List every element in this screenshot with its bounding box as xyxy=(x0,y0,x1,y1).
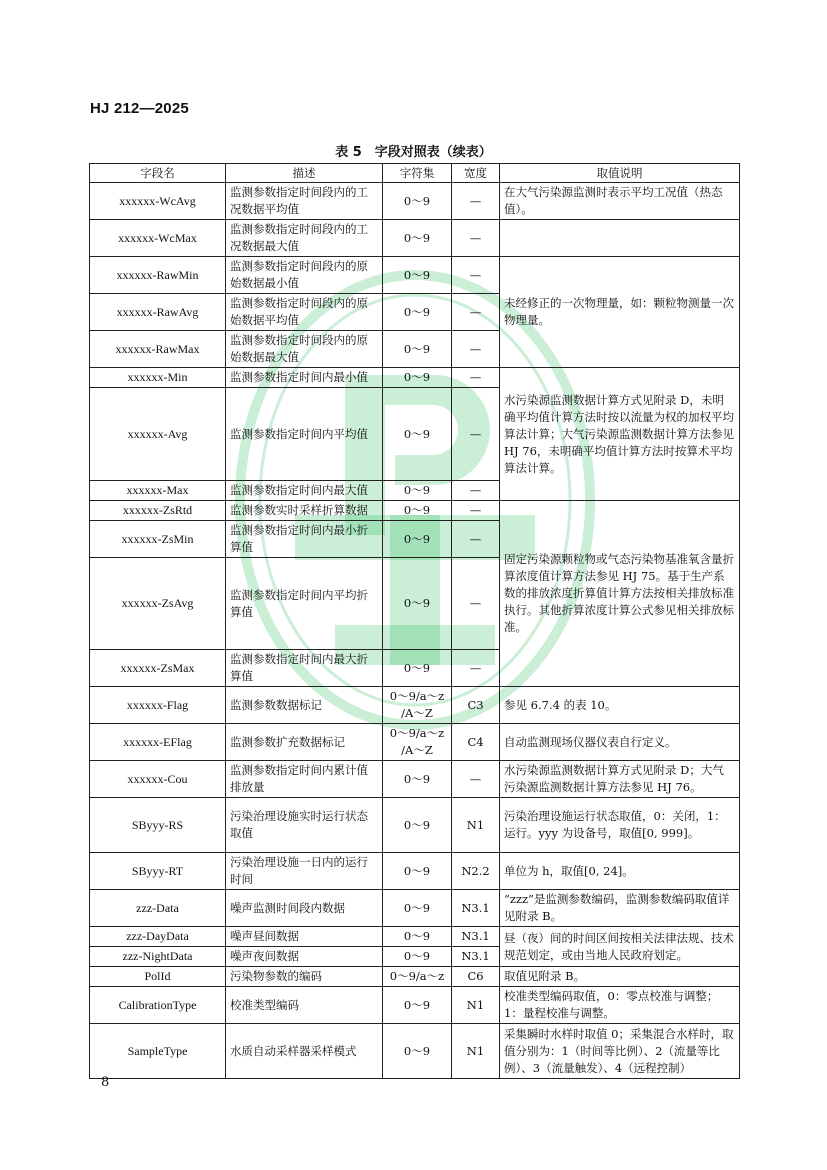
field-width: — xyxy=(452,183,500,220)
field-description: 监测参数指定时间内最小值 xyxy=(226,368,383,388)
field-charset: 0～9 xyxy=(383,294,452,331)
field-value-note xyxy=(500,220,740,257)
field-value-note: 水污染源监测数据计算方式见附录 D，未明确平均值计算方法时按以流量为权的加权平均算法计算；大气污染源监测数据计算方法参见 HJ 76，未明确平均值计算方法时按算术平均算法计算。 xyxy=(500,368,740,501)
field-width: — xyxy=(452,294,500,331)
column-header-description: 描述 xyxy=(226,164,383,183)
field-width: — xyxy=(452,331,500,368)
field-description: 监测参数指定时间段内的工况数据最大值 xyxy=(226,220,383,257)
field-name: SByyy-RS xyxy=(90,798,226,853)
field-name: xxxxxx-ZsAvg xyxy=(90,558,226,650)
field-name: xxxxxx-Min xyxy=(90,368,226,388)
field-description: 监测参数扩充数据标记 xyxy=(226,724,383,761)
field-description: 噪声监测时间段内数据 xyxy=(226,890,383,927)
field-name: xxxxxx-WcMax xyxy=(90,220,226,257)
field-width: N2.2 xyxy=(452,853,500,890)
field-name: zzz-DayData xyxy=(90,927,226,947)
field-description: 污染治理设施一日内的运行时间 xyxy=(226,853,383,890)
field-width: — xyxy=(452,388,500,481)
field-width: — xyxy=(452,521,500,558)
standard-code: HJ 212—2025 xyxy=(90,100,189,117)
table-row xyxy=(90,967,740,987)
field-description: 监测参数实时采样折算数据 xyxy=(226,501,383,521)
field-description: 监测参数指定时间段内的原始数据平均值 xyxy=(226,294,383,331)
field-width: — xyxy=(452,761,500,798)
table-row xyxy=(90,890,740,927)
field-name: xxxxxx-RawMin xyxy=(90,257,226,294)
field-description: 监测参数指定时间内最小折算值 xyxy=(226,521,383,558)
field-width: N1 xyxy=(452,1024,500,1079)
field-description: 噪声昼间数据 xyxy=(226,927,383,947)
field-charset: 0～9 xyxy=(383,761,452,798)
field-name: SampleType xyxy=(90,1024,226,1079)
field-name: xxxxxx-Flag xyxy=(90,687,226,724)
field-value-note: 单位为 h，取值[0, 24]。 xyxy=(500,853,740,890)
field-comparison-table xyxy=(89,163,740,1079)
field-charset: 0～9 xyxy=(383,853,452,890)
field-charset: 0～9 xyxy=(383,987,452,1024)
field-description: 水质自动采样器采样模式 xyxy=(226,1024,383,1079)
field-name: xxxxxx-RawAvg xyxy=(90,294,226,331)
table-row xyxy=(90,257,740,294)
field-charset: 0～9 xyxy=(383,368,452,388)
table-row xyxy=(90,501,740,521)
field-description: 监测参数指定时间段内的原始数据最小值 xyxy=(226,257,383,294)
field-width: — xyxy=(452,220,500,257)
field-name: zzz-Data xyxy=(90,890,226,927)
field-charset: 0～9 xyxy=(383,650,452,687)
field-width: — xyxy=(452,558,500,650)
field-charset: 0～9/a～z xyxy=(383,967,452,987)
field-width: — xyxy=(452,481,500,501)
column-header-width: 宽度 xyxy=(452,164,500,183)
field-name: xxxxxx-ZsMax xyxy=(90,650,226,687)
field-width: C6 xyxy=(452,967,500,987)
field-name: CalibrationType xyxy=(90,987,226,1024)
field-width: N3.1 xyxy=(452,947,500,967)
field-charset: 0～9 xyxy=(383,183,452,220)
field-value-note: 水污染源监测数据计算方式见附录 D；大气污染源监测数据计算方法参见 HJ 76。 xyxy=(500,761,740,798)
field-description: 监测参数数据标记 xyxy=(226,687,383,724)
field-name: xxxxxx-EFlag xyxy=(90,724,226,761)
field-charset: 0～9 xyxy=(383,220,452,257)
field-value-note: 采集瞬时水样时取值 0；采集混合水样时，取值分别为：1（时间等比例）、2（流量等比例）、3（流量触发）、4（远程控制） xyxy=(500,1024,740,1079)
field-name: xxxxxx-ZsMin xyxy=(90,521,226,558)
field-value-note: 固定污染源颗粒物或气态污染物基准氧含量折算浓度值计算方法参见 HJ 75。基于生产系数的排放浓度折算值计算方法按相关排放标准执行。其他折算浓度计算公式参见相关排放标准。 xyxy=(500,501,740,687)
field-description: 监测参数指定时间内平均值 xyxy=(226,388,383,481)
table-row xyxy=(90,927,740,947)
field-value-note: 在大气污染源监测时表示平均工况值（热态值）。 xyxy=(500,183,740,220)
field-charset: 0～9 xyxy=(383,388,452,481)
field-charset: 0～9 xyxy=(383,521,452,558)
field-name: xxxxxx-Cou xyxy=(90,761,226,798)
field-charset: 0～9 xyxy=(383,798,452,853)
field-width: N1 xyxy=(452,987,500,1024)
field-name: xxxxxx-Avg xyxy=(90,388,226,481)
table-row xyxy=(90,687,740,724)
column-header-value-note: 取值说明 xyxy=(500,164,740,183)
field-value-note: 校准类型编码取值，0：零点校准与调整；1：量程校准与调整。 xyxy=(500,987,740,1024)
field-description: 监测参数指定时间内最大值 xyxy=(226,481,383,501)
field-description: 监测参数指定时间段内的工况数据平均值 xyxy=(226,183,383,220)
field-width: C4 xyxy=(452,724,500,761)
field-description: 污染物参数的编码 xyxy=(226,967,383,987)
table-row xyxy=(90,798,740,853)
field-value-note: 未经修正的一次物理量，如：颗粒物测量一次物理量。 xyxy=(500,257,740,368)
field-width: N3.1 xyxy=(452,927,500,947)
field-width: — xyxy=(452,501,500,521)
field-charset: 0～9/a～z /A～Z xyxy=(383,724,452,761)
field-charset: 0～9 xyxy=(383,947,452,967)
field-width: — xyxy=(452,650,500,687)
field-name: xxxxxx-ZsRtd xyxy=(90,501,226,521)
field-width: N1 xyxy=(452,798,500,853)
field-description: 监测参数指定时间内平均折算值 xyxy=(226,558,383,650)
table-row xyxy=(90,368,740,388)
field-name: xxxxxx-Max xyxy=(90,481,226,501)
table-row xyxy=(90,761,740,798)
field-charset: 0～9/a～z /A～Z xyxy=(383,687,452,724)
field-charset: 0～9 xyxy=(383,558,452,650)
field-name: SByyy-RT xyxy=(90,853,226,890)
field-width: C3 xyxy=(452,687,500,724)
field-description: 噪声夜间数据 xyxy=(226,947,383,967)
field-description: 监测参数指定时间内累计值排放量 xyxy=(226,761,383,798)
field-charset: 0～9 xyxy=(383,257,452,294)
field-value-note: 取值见附录 B。 xyxy=(500,967,740,987)
column-header-charset: 字符集 xyxy=(383,164,452,183)
field-value-note: 参见 6.7.4 的表 10。 xyxy=(500,687,740,724)
field-charset: 0～9 xyxy=(383,927,452,947)
field-value-note: 污染治理设施运行状态取值，0：关闭，1：运行。yyy 为设备号，取值[0, 999]。 xyxy=(500,798,740,853)
field-description: 监测参数指定时间内最大折算值 xyxy=(226,650,383,687)
table-row xyxy=(90,183,740,220)
field-width: — xyxy=(452,368,500,388)
field-width: — xyxy=(452,257,500,294)
field-description: 污染治理设施实时运行状态取值 xyxy=(226,798,383,853)
table-row xyxy=(90,853,740,890)
field-charset: 0～9 xyxy=(383,331,452,368)
field-name: zzz-NightData xyxy=(90,947,226,967)
field-charset: 0～9 xyxy=(383,1024,452,1079)
field-value-note: 自动监测现场仪器仪表自行定义。 xyxy=(500,724,740,761)
table-row xyxy=(90,724,740,761)
field-value-note: “zzz”是监测参数编码，监测参数编码取值详见附录 B。 xyxy=(500,890,740,927)
field-charset: 0～9 xyxy=(383,481,452,501)
table-title: 表 5 字段对照表（续表） xyxy=(335,145,492,160)
field-name: xxxxxx-WcAvg xyxy=(90,183,226,220)
page-number: 8 xyxy=(101,1075,110,1090)
table-row xyxy=(90,1024,740,1079)
field-width: N3.1 xyxy=(452,890,500,927)
table-row xyxy=(90,987,740,1024)
field-charset: 0～9 xyxy=(383,501,452,521)
table-row xyxy=(90,220,740,257)
field-charset: 0～9 xyxy=(383,890,452,927)
field-name: xxxxxx-RawMax xyxy=(90,331,226,368)
field-name: PolId xyxy=(90,967,226,987)
field-description: 监测参数指定时间段内的原始数据最大值 xyxy=(226,331,383,368)
column-header-field-name: 字段名 xyxy=(90,164,226,183)
field-value-note: 昼（夜）间的时间区间按相关法律法规、技术规范划定，或由当地人民政府划定。 xyxy=(500,927,740,967)
table-header-row xyxy=(90,164,740,183)
field-description: 校准类型编码 xyxy=(226,987,383,1024)
